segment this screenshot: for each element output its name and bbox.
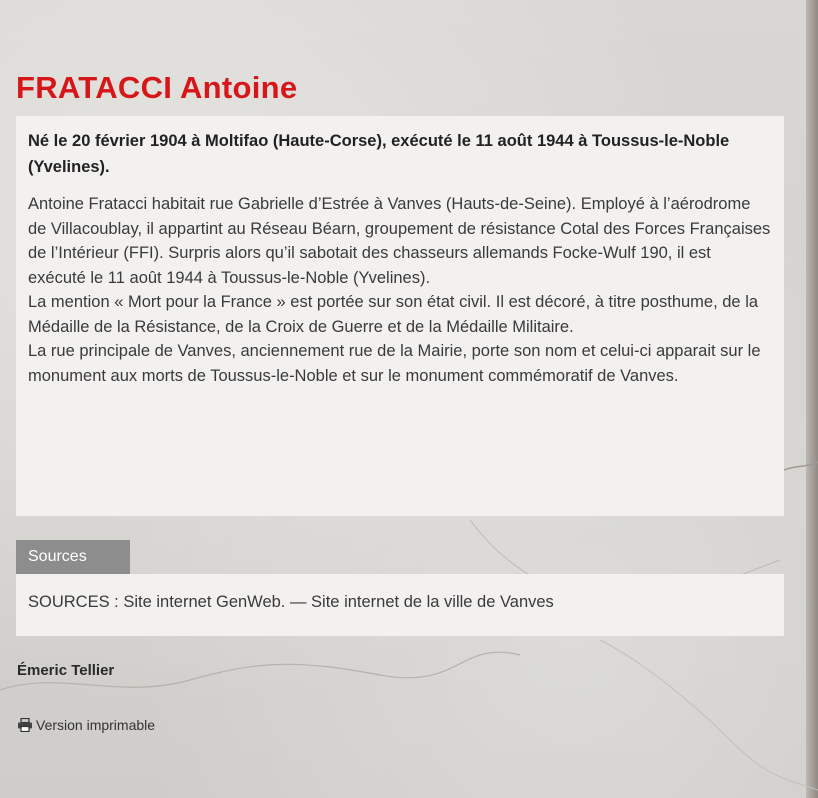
article-paragraph: Antoine Fratacci habitait rue Gabrielle d’Estrée à Vanves (Hauts-de-Seine). Employé à l’aérodrome de Villacoublay, il appartint au Réseau Béarn, groupement de résistance Cotal des Forces Françaises de l’Intérieur (FFI). Surpris alors qu’il sabotait des chasseurs allemands Focke-Wulf 190, il est exécuté le 11 août 1944 à Toussus-le-Noble (Yvelines). — [28, 195, 771, 287]
wall-edge — [806, 0, 818, 798]
sources-text: SOURCES : Site internet GenWeb. — Site internet de la ville de Vanves — [16, 574, 784, 636]
article-body — [28, 192, 772, 388]
page-title: FRATACCI Antoine — [16, 70, 298, 105]
author-name: Émeric Tellier — [17, 662, 115, 679]
article-lead: Né le 20 février 1904 à Moltifao (Haute-Corse), exécuté le 11 août 1944 à Toussus-le-Noble (Yvelines). — [28, 132, 730, 176]
article-paragraph: La rue principale de Vanves, anciennement rue de la Mairie, porte son nom et celui-ci apparait sur le monument aux morts de Toussus-le-Noble et sur le monument commémoratif de Vanves. — [28, 342, 761, 385]
printable-version-link[interactable] — [17, 717, 155, 733]
article-card — [16, 116, 784, 516]
article-paragraph: La mention « Mort pour la France » est portée sur son état civil. Il est décoré, à titre posthume, de la Médaille de la Résistance, de la Croix de Guerre et de la Médaille Militaire. — [28, 293, 759, 336]
printable-version-label: Version imprimable — [36, 717, 156, 733]
printer-icon — [17, 718, 33, 732]
sources-tab: Sources — [16, 540, 130, 574]
